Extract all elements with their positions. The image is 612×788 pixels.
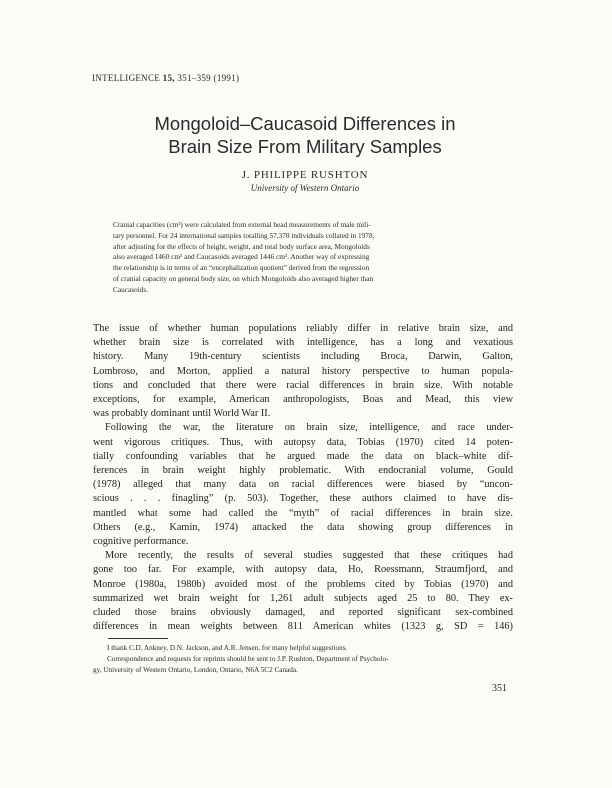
running-head bbox=[92, 73, 239, 83]
footnote-rule bbox=[108, 638, 168, 639]
body-text bbox=[93, 322, 513, 634]
body-line: whether brain size is correlated with intelligence, has a long and vexatious bbox=[93, 337, 513, 349]
abstract-line: Caucasoids. bbox=[113, 284, 149, 294]
volume-number: 15, bbox=[162, 73, 175, 83]
author-name: J. PHILIPPE RUSHTON bbox=[241, 169, 369, 181]
title-line-1: Mongoloid–Caucasoid Differences in bbox=[154, 113, 456, 134]
footnotes bbox=[93, 643, 513, 676]
abstract-line: of cranial capacity on general body size, on which Mongoloids also averaged higher than bbox=[113, 273, 374, 283]
body-line: was probably dominant until World War II. bbox=[93, 408, 271, 420]
abstract-line: also averaged 1460 cm³ and Caucasoids averaged 1446 cm³. Another way of expressing bbox=[113, 252, 370, 262]
pages-year: 351–359 (1991) bbox=[177, 73, 240, 83]
article-title bbox=[70, 112, 540, 158]
body-line: tions and concluded that there were racial differences in brain size. With notable bbox=[93, 379, 513, 391]
body-line: mantled what some had called the “myth” of racial differences in brain size. bbox=[93, 507, 513, 519]
abstract-line: tary personnel. For 24 international samples totalling 57,378 individuals collated in 1978, bbox=[113, 230, 375, 240]
body-line: scious . . . finagling” (p. 503). Together, these authors claimed to have dis- bbox=[93, 493, 513, 505]
journal-name: INTELLIGENCE bbox=[92, 73, 161, 83]
abstract bbox=[113, 220, 443, 296]
body-line: ferences in brain weight highly problematic. With endocranial volume, Gould bbox=[93, 465, 513, 477]
body-line: Lombroso, and Morton, applied a natural history perspective to human popula- bbox=[93, 365, 513, 377]
body-line: cognitive performance. bbox=[93, 536, 189, 548]
abstract-line: Cranial capacities (cm³) were calculated from external head measurements of male mili- bbox=[113, 220, 371, 229]
body-line: Others (e.g., Kamin, 1974) attacked the data showing group differences in bbox=[93, 521, 513, 533]
body-line: cluded those brains obviously damaged, and reported significant sex-combined bbox=[93, 607, 513, 619]
body-line: exceptions, for example, American anthropologists, Boas and Mead, this view bbox=[93, 394, 513, 406]
body-line: tially confounding variables that he argued made the data on black–white dif- bbox=[93, 450, 513, 462]
body-line: gone too far. For example, with autopsy data, Ho, Roessmann, Straumfjord, and bbox=[93, 564, 513, 576]
body-line: Monroe (1980a, 1980b) avoided most of the problems cited by Tobias (1970) and bbox=[93, 578, 513, 590]
author-affiliation: University of Western Ontario bbox=[250, 183, 360, 193]
body-line: (1978) alleged that many data on racial differences were biased by “uncon- bbox=[93, 479, 513, 491]
footnote-correspondence: Correspondence and requests for reprints should be sent to J.P. Rushton, Department of Psycholo- bbox=[107, 655, 389, 663]
body-line: summarized wet brain weight for 1,261 adult subjects aged 25 to 80. They ex- bbox=[93, 592, 513, 604]
footnote-correspondence-cont: gy, University of Western Ontario, London, Ontario, N6A 5C2 Canada. bbox=[93, 666, 298, 674]
body-line: went vigorous critiques. Thus, with autopsy data, Tobias (1970) cited 14 poten- bbox=[93, 436, 513, 448]
page-number: 351 bbox=[492, 683, 507, 694]
title-line-2: Brain Size From Military Samples bbox=[168, 136, 442, 157]
body-line: The issue of whether human populations reliably differ in relative brain size, and bbox=[93, 323, 513, 334]
abstract-line: the relationship is in terms of an “encephalization quotient” derived from the regression bbox=[113, 263, 370, 273]
body-line: differences in mean weights between 811 American whites (1323 g, SD = 146) bbox=[93, 621, 513, 633]
body-line: Following the war, the literature on brain size, intelligence, and race under- bbox=[105, 422, 513, 434]
body-line: history. Many 19th-century scientists including Broca, Darwin, Galton, bbox=[93, 351, 513, 363]
footnote-acknowledgment: I thank C.D. Ankney, D.N. Jackson, and A.R. Jensen, for many helpful suggestions. bbox=[107, 644, 348, 652]
abstract-line: after adjusting for the effects of height, weight, and total body surface area, Mongoloids bbox=[113, 241, 370, 251]
body-line: More recently, the results of several studies suggested that these critiques had bbox=[105, 550, 513, 562]
